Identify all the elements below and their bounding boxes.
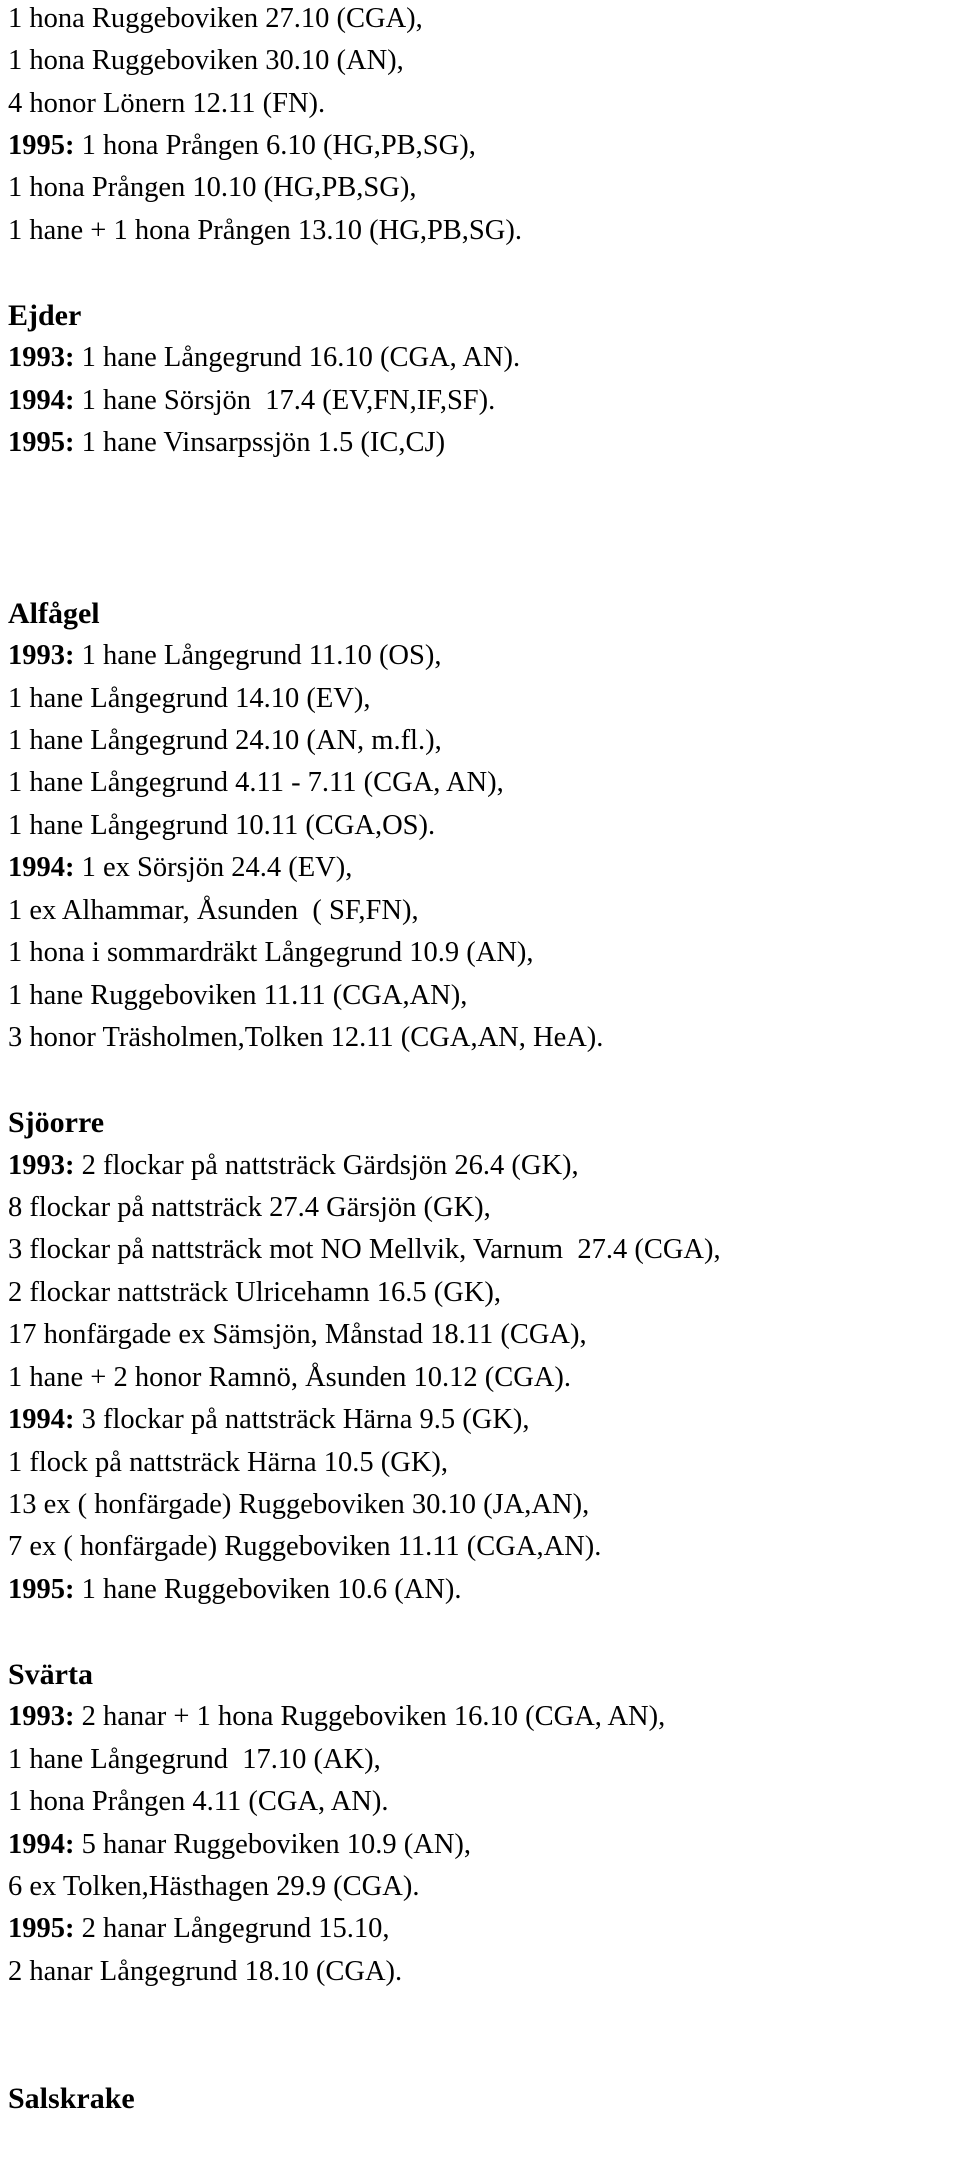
record-text: 1 hane Långegrund 16.10 (CGA, AN). (74, 342, 521, 373)
record-text: 1 hane Vinsarpssjön 1.5 (IC,CJ) (74, 427, 446, 458)
record-line (8, 1190, 491, 1226)
record-text: 1 hane + 1 hona Prången 13.10 (HG,PB,SG). (8, 215, 522, 246)
record-text: 1 hona Ruggeboviken 30.10 (AN), (8, 45, 404, 76)
record-text: 1 hane Sörsjön 17.4 (EV,FN,IF,SF). (74, 385, 496, 416)
year-label: 1994: (8, 385, 75, 416)
year-label: 1995: (8, 427, 75, 458)
record-line (8, 43, 404, 79)
record-text: 1 hona Prången 10.10 (HG,PB,SG), (8, 172, 417, 203)
record-text: 1 hane Ruggeboviken 11.11 (CGA,AN), (8, 980, 468, 1011)
year-label: 1993: (8, 640, 75, 671)
record-text: 1 hane Ruggeboviken 10.6 (AN). (74, 1574, 462, 1605)
year-label: 1995: (8, 1913, 75, 1944)
record-line (8, 340, 520, 376)
record-text: 3 honor Träsholmen,Tolken 12.11 (CGA,AN, HeA). (8, 1022, 604, 1053)
year-label: 1993: (8, 1150, 75, 1181)
section-heading: Svärta (8, 1658, 93, 1691)
record-line (8, 128, 476, 164)
record-line (8, 808, 435, 844)
section-heading: Salskrake (8, 2082, 135, 2115)
record-line (8, 1148, 579, 1184)
record-line (8, 1402, 530, 1438)
record-line (8, 1529, 601, 1565)
record-text: 2 flockar på nattsträck Gärdsjön 26.4 (GK), (74, 1150, 579, 1181)
record-line (8, 1020, 603, 1056)
record-line (8, 425, 445, 461)
record-text: 1 hane Långegrund 11.10 (OS), (74, 640, 442, 671)
record-text: 1 hona Prången 4.11 (CGA, AN). (8, 1786, 389, 1817)
record-text: 1 hane Långegrund 4.11 - 7.11 (CGA, AN), (8, 767, 504, 798)
record-text: 1 ex Sörsjön 24.4 (EV), (74, 852, 353, 883)
record-text: 1 ex Alhammar, Åsunden ( SF,FN), (8, 895, 419, 926)
record-line (8, 1742, 381, 1778)
record-line (8, 723, 442, 759)
record-line (8, 681, 370, 717)
record-text: 1 hane Långegrund 17.10 (AK), (8, 1744, 381, 1775)
record-text: 8 flockar på nattsträck 27.4 Gärsjön (GK), (8, 1192, 491, 1223)
section-heading: Ejder (8, 299, 82, 332)
record-line (8, 86, 325, 122)
year-label: 1995: (8, 1574, 75, 1605)
record-line (8, 1, 423, 37)
record-line (8, 1827, 471, 1863)
record-line (8, 1275, 501, 1311)
record-text: 7 ex ( honfärgade) Ruggeboviken 11.11 (CGA,AN). (8, 1531, 602, 1562)
record-line (8, 1232, 721, 1268)
record-text: 1 hane Långegrund 14.10 (EV), (8, 683, 371, 714)
record-text: 1 hona Prången 6.10 (HG,PB,SG), (74, 130, 476, 161)
record-text: 3 flockar på nattsträck mot NO Mellvik, Varnum 27.4 (CGA), (8, 1234, 721, 1265)
record-line (8, 383, 495, 419)
record-text: 1 hane Långegrund 24.10 (AN, m.fl.), (8, 725, 442, 756)
record-line (8, 1572, 462, 1608)
record-text: 5 hanar Ruggeboviken 10.9 (AN), (74, 1829, 472, 1860)
record-line (8, 1445, 448, 1481)
record-line (8, 638, 441, 674)
record-text: 2 hanar Långegrund 15.10, (74, 1913, 390, 1944)
record-text: 2 hanar Långegrund 18.10 (CGA). (8, 1956, 403, 1987)
record-line (8, 1869, 419, 1905)
record-line (8, 935, 534, 971)
record-text: 1 hona i sommardräkt Långegrund 10.9 (AN), (8, 937, 534, 968)
record-text: 1 hane + 2 honor Ramnö, Åsunden 10.12 (CGA). (8, 1362, 572, 1393)
record-text: 2 hanar + 1 hona Ruggeboviken 16.10 (CGA, AN), (74, 1701, 666, 1732)
year-label: 1995: (8, 130, 75, 161)
section-heading: Alfågel (8, 597, 100, 630)
record-text: 3 flockar på nattsträck Härna 9.5 (GK), (74, 1404, 530, 1435)
record-line (8, 1784, 388, 1820)
record-text: 4 honor Lönern 12.11 (FN). (8, 88, 326, 119)
year-label: 1994: (8, 1829, 75, 1860)
record-text: 13 ex ( honfärgade) Ruggeboviken 30.10 (JA,AN), (8, 1489, 590, 1520)
record-line (8, 1317, 587, 1353)
record-text: 6 ex Tolken,Hästhagen 29.9 (CGA). (8, 1871, 420, 1902)
record-line (8, 893, 419, 929)
record-line (8, 1360, 571, 1396)
record-text: 1 hona Ruggeboviken 27.10 (CGA), (8, 3, 423, 34)
record-line (8, 213, 522, 249)
record-text: 1 hane Långegrund 10.11 (CGA,OS). (8, 810, 436, 841)
year-label: 1993: (8, 1701, 75, 1732)
year-label: 1994: (8, 852, 75, 883)
record-line (8, 1699, 665, 1735)
year-label: 1994: (8, 1404, 75, 1435)
section-heading: Sjöorre (8, 1106, 105, 1139)
year-label: 1993: (8, 342, 75, 373)
record-line (8, 1954, 402, 1990)
record-line (8, 850, 352, 886)
record-text: 1 flock på nattsträck Härna 10.5 (GK), (8, 1447, 449, 1478)
record-line (8, 1911, 390, 1947)
record-line (8, 170, 416, 206)
record-text: 2 flockar nattsträck Ulricehamn 16.5 (GK), (8, 1277, 502, 1308)
record-line (8, 1487, 589, 1523)
record-line (8, 978, 467, 1014)
record-line (8, 765, 504, 801)
record-text: 17 honfärgade ex Sämsjön, Månstad 18.11 (CGA), (8, 1319, 587, 1350)
